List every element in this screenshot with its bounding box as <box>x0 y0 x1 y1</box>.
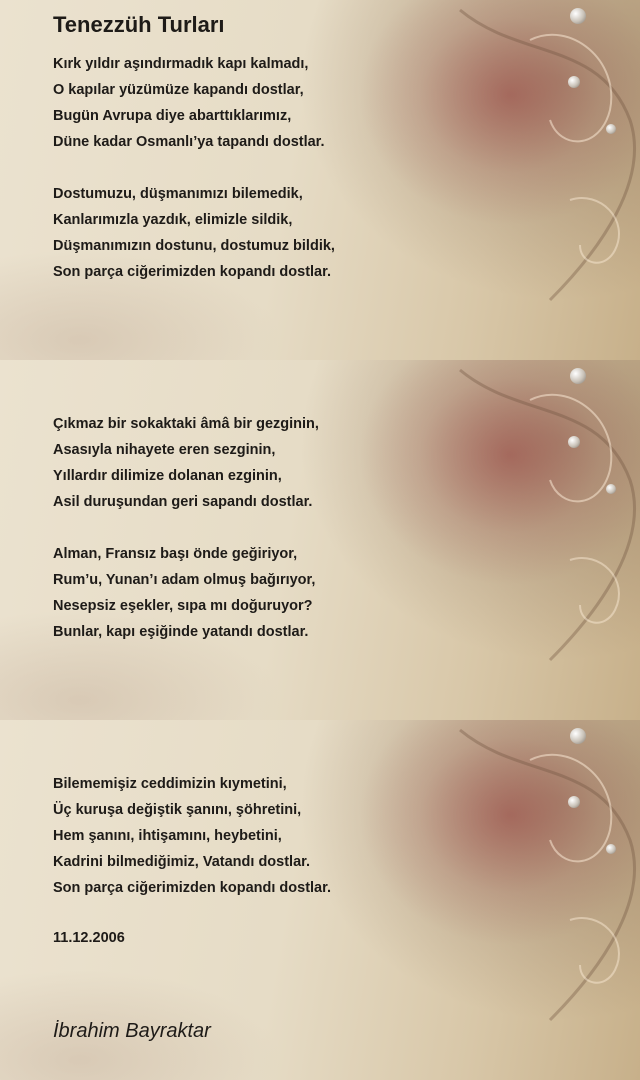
poem-date: 11.12.2006 <box>53 930 125 946</box>
poem-line: Bunlar, kapı eşiğinde yatandı dostlar. <box>53 624 309 640</box>
poem-line: O kapılar yüzümüze kapandı dostlar, <box>53 82 304 98</box>
pearl-icon <box>606 484 616 494</box>
pearl-icon <box>568 796 580 808</box>
poem-line: Dostumuzu, düşmanımızı bilemedik, <box>53 186 303 202</box>
poem-line: Düşmanımızın dostunu, dostumuz bildik, <box>53 238 335 254</box>
poem-line: Üç kuruşa değiştik şanını, şöhretini, <box>53 802 302 818</box>
floral-decoration <box>400 0 640 360</box>
poem-line: Düne kadar Osmanlı’ya tapandı dostlar. <box>53 134 325 150</box>
pearl-icon <box>568 76 580 88</box>
pearl-icon <box>606 124 616 134</box>
poem-body-3 <box>53 771 331 901</box>
poem-panel-1 <box>0 0 640 360</box>
poem-line: Rum’u, Yunan’ı adam olmuş bağırıyor, <box>53 572 316 588</box>
poem-line: Kırk yıldır aşındırmadık kapı kalmadı, <box>53 56 309 72</box>
poem-line: Yıllardır dilimize dolanan ezginin, <box>53 468 282 484</box>
poem-body-2 <box>53 411 319 645</box>
poem-line: Asasıyla nihayete eren sezginin, <box>53 442 276 458</box>
pearl-icon <box>570 728 586 744</box>
poem-line: Kanlarımızla yazdık, elimizle sildik, <box>53 212 293 228</box>
poem-line: Hem şanını, ihtişamını, heybetini, <box>53 828 282 844</box>
poem-line: Alman, Fransız başı önde geğiriyor, <box>53 546 298 562</box>
poem-line: Çıkmaz bir sokaktaki âmâ bir gezginin, <box>53 416 319 432</box>
floral-decoration <box>400 360 640 720</box>
pearl-icon <box>568 436 580 448</box>
poem-line: Son parça ciğerimizden kopandı dostlar. <box>53 880 331 896</box>
poem-line: Asil duruşundan geri sapandı dostlar. <box>53 494 313 510</box>
poem-body-1 <box>53 51 335 285</box>
poem-author: İbrahim Bayraktar <box>53 1020 211 1042</box>
poem-line: Bilememişiz ceddimizin kıymetini, <box>53 776 287 792</box>
pearl-icon <box>570 8 586 24</box>
poem-panel-3 <box>0 720 640 1080</box>
poem-line: Kadrini bilmediğimiz, Vatandı dostlar. <box>53 854 311 870</box>
pearl-icon <box>606 844 616 854</box>
poem-line: Nesepsiz eşekler, sıpa mı doğuruyor? <box>53 598 313 614</box>
pearl-icon <box>570 368 586 384</box>
poem-panel-2 <box>0 360 640 720</box>
poem-line: Bugün Avrupa diye abarttıklarımız, <box>53 108 292 124</box>
poem-title: Tenezzüh Turları <box>53 12 225 37</box>
floral-decoration <box>400 720 640 1080</box>
poem-line: Son parça ciğerimizden kopandı dostlar. <box>53 264 331 280</box>
